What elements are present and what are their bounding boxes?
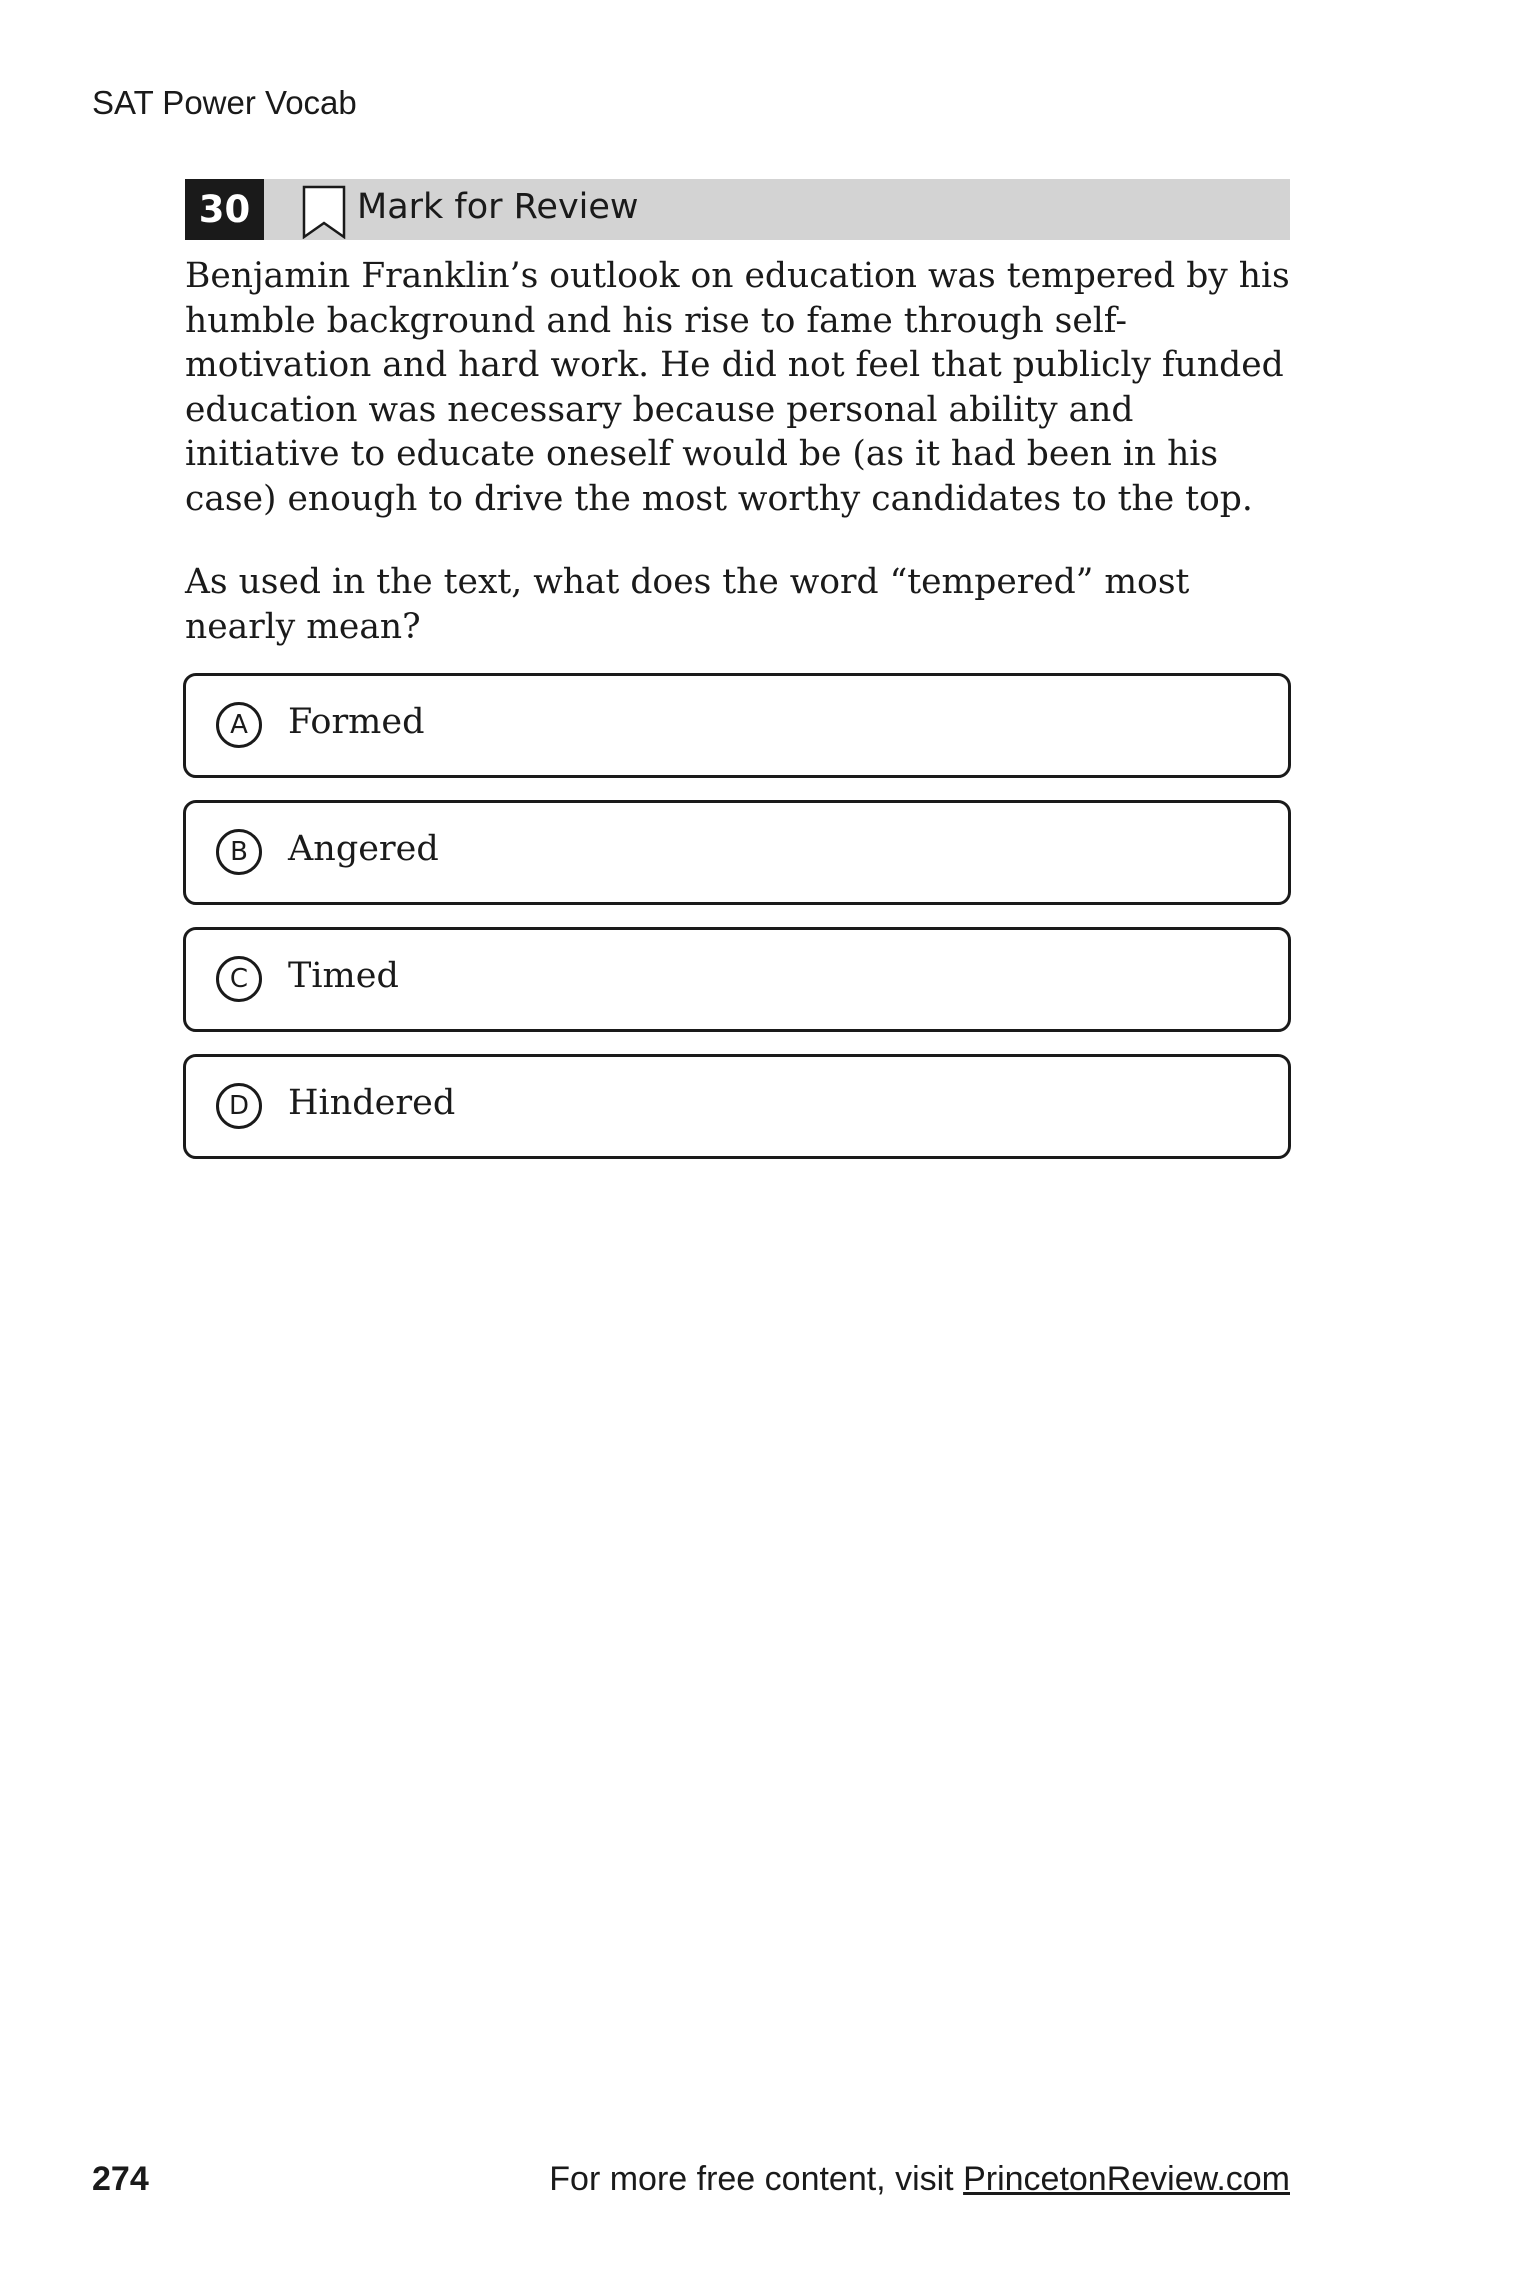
option-text: Formed [288, 702, 425, 742]
footer-label: For more free content, visit [549, 2160, 964, 2198]
princeton-review-link[interactable]: PrincetonReview.com [963, 2160, 1290, 2198]
mark-for-review-button[interactable]: Mark for Review [357, 187, 639, 227]
running-head: SAT Power Vocab [92, 84, 357, 121]
option-text: Angered [288, 829, 439, 869]
answer-option-c[interactable] [183, 927, 1291, 1032]
option-text: Hindered [288, 1083, 456, 1123]
question-number: 30 [185, 179, 264, 240]
option-letter-b: B [216, 829, 262, 875]
option-letter-c: C [216, 956, 262, 1002]
option-letter-d: D [216, 1083, 262, 1129]
answer-option-a[interactable] [183, 673, 1291, 778]
bookmark-icon[interactable] [302, 185, 346, 239]
question-header-bar [185, 179, 1290, 240]
question-prompt: As used in the text, what does the word “tempered” most nearly mean? [185, 562, 1190, 647]
answer-option-b[interactable] [183, 800, 1291, 905]
option-text: Timed [288, 956, 399, 996]
answer-option-d[interactable] [183, 1054, 1291, 1159]
footer-text [549, 2160, 1290, 2199]
page-number: 274 [92, 2160, 149, 2198]
option-letter-a: A [216, 702, 262, 748]
passage-text: Benjamin Franklin’s outlook on education was tempered by his humble background and his rise to fame through self-motivation and hard work. He did not feel that publicly funded education was necessary because personal ability and initiative to educate oneself would be (as it had been in his case) enough to drive the most worthy candidates to the top. [185, 256, 1290, 519]
